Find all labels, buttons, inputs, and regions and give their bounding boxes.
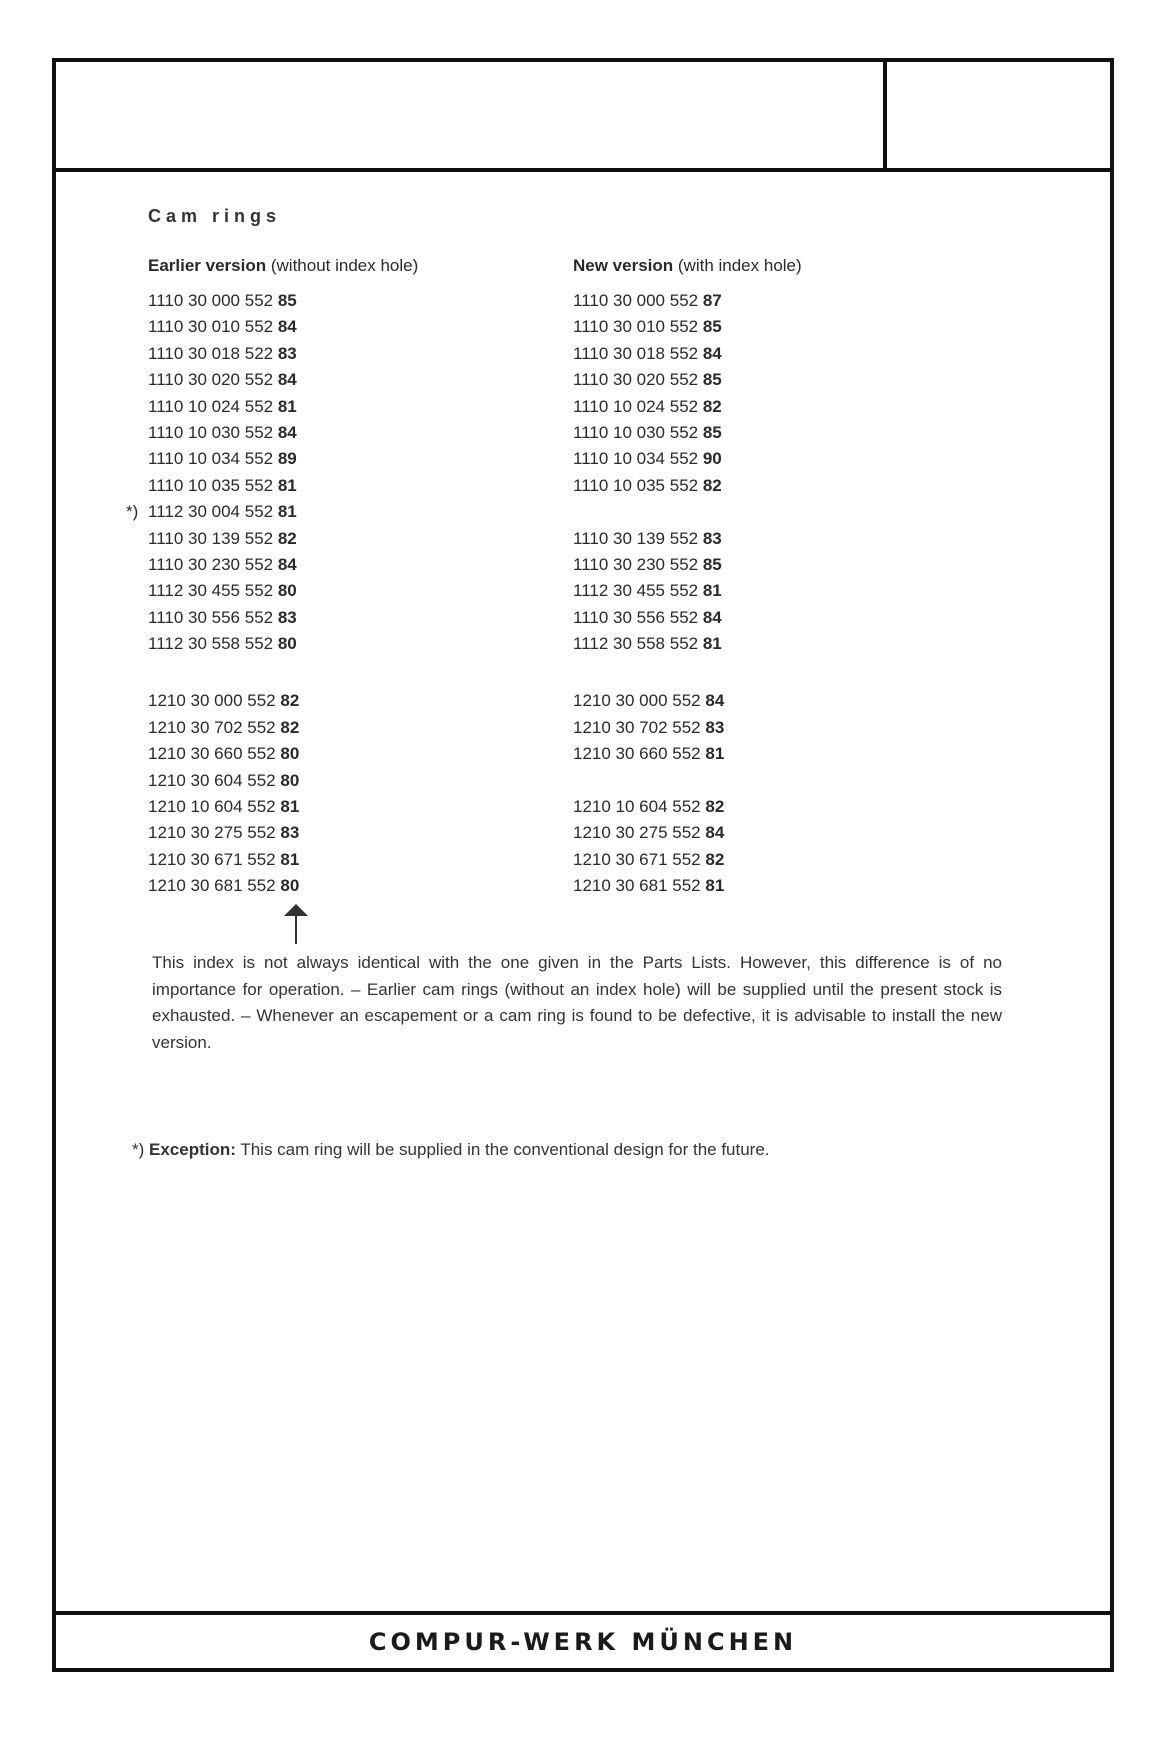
part-number-base: 1210 30 671 552 xyxy=(148,849,281,869)
earlier-version-heading-bold: Earlier version xyxy=(148,256,267,275)
part-number-index: 85 xyxy=(702,554,722,574)
exception-label: Exception: xyxy=(149,1140,236,1159)
part-number-base: 1112 30 558 552 xyxy=(148,634,278,654)
part-number-row xyxy=(148,873,418,899)
part-number-index: 82 xyxy=(280,691,300,711)
new-version-heading-bold: New version xyxy=(573,256,674,275)
earlier-version-column xyxy=(126,254,419,900)
part-number-row xyxy=(148,314,418,340)
part-number-base: 1110 30 000 552 xyxy=(148,291,278,310)
part-number-base: 1110 30 018 552 xyxy=(573,343,703,363)
group-gap xyxy=(573,657,802,688)
part-number-index: 81 xyxy=(277,502,297,522)
part-number-row xyxy=(148,578,418,604)
part-number-base: 1110 10 030 552 xyxy=(148,422,278,442)
part-number-index: 87 xyxy=(702,291,722,310)
part-number-row xyxy=(148,473,418,499)
exception-mark: *) xyxy=(132,1140,145,1159)
part-number-base: 1110 10 034 552 xyxy=(148,449,278,469)
part-number-index: 83 xyxy=(705,717,725,737)
part-number-base: 1210 10 604 552 xyxy=(573,797,706,817)
part-number-base: 1110 30 010 552 xyxy=(148,317,278,337)
part-number-row xyxy=(148,847,418,873)
part-number-index: 81 xyxy=(277,475,297,495)
part-number-base: 1210 30 275 552 xyxy=(573,823,706,843)
part-number-base: 1110 30 018 522 xyxy=(148,343,278,363)
part-number-index: 84 xyxy=(702,607,722,627)
part-number-base: 1112 30 558 552 xyxy=(573,634,703,654)
exception-note xyxy=(132,1137,1032,1163)
part-number-row xyxy=(148,394,418,420)
part-number-row xyxy=(573,552,802,578)
part-number-index: 82 xyxy=(702,396,722,416)
part-number-row xyxy=(573,873,802,899)
part-number-row xyxy=(573,420,802,446)
part-number-base: 1210 30 275 552 xyxy=(148,823,281,843)
header-box xyxy=(56,62,1110,172)
part-number-base: 1210 30 604 552 xyxy=(148,770,281,790)
part-number-row xyxy=(573,341,802,367)
part-number-row xyxy=(148,631,418,657)
part-number-base: 1210 30 000 552 xyxy=(573,691,706,711)
part-number-index: 81 xyxy=(702,634,722,654)
part-number-base: 1112 30 455 552 xyxy=(148,581,278,601)
part-number-row xyxy=(573,394,802,420)
part-number-index: 85 xyxy=(702,370,722,390)
part-number-base: 1112 30 004 552 xyxy=(148,502,278,522)
part-number-row xyxy=(573,820,802,846)
exception-text: This cam ring will be supplied in the conventional design for the future. xyxy=(235,1140,770,1159)
arrow-up-icon xyxy=(284,904,308,944)
part-number-base: 1210 30 660 552 xyxy=(573,744,706,764)
part-number-base: 1110 10 035 552 xyxy=(148,475,278,495)
part-number-base: 1110 10 024 552 xyxy=(573,396,703,416)
footnote-mark: *) xyxy=(126,502,139,522)
new-version-list xyxy=(573,288,802,900)
part-number-row xyxy=(148,688,418,714)
part-number-row xyxy=(148,552,418,578)
part-number-row xyxy=(573,288,802,314)
part-number-base: 1110 10 030 552 xyxy=(573,422,703,442)
part-number-index: 80 xyxy=(277,581,297,601)
earlier-version-heading-rest: (without index hole) xyxy=(266,256,419,275)
part-number-row xyxy=(573,794,802,820)
part-number-base: 1210 30 702 552 xyxy=(573,717,706,737)
new-version-heading-rest: (with index hole) xyxy=(673,256,802,275)
part-number-base: 1110 10 024 552 xyxy=(148,396,278,416)
part-number-base: 1110 10 035 552 xyxy=(573,475,703,495)
footer-company-name: COMPUR-WERK MÜNCHEN xyxy=(368,1627,798,1656)
part-number-row xyxy=(573,847,802,873)
part-number-row xyxy=(573,526,802,552)
part-number-index: 83 xyxy=(702,528,722,548)
part-number-index: 82 xyxy=(705,797,725,817)
header-divider xyxy=(883,62,887,168)
part-number-base: 1210 30 702 552 xyxy=(148,717,281,737)
part-number-index: 80 xyxy=(280,770,300,790)
part-number-row xyxy=(573,446,802,472)
part-number-base: 1210 10 604 552 xyxy=(148,797,281,817)
part-number-base: 1110 30 556 552 xyxy=(573,607,703,627)
part-number-index: 82 xyxy=(702,475,722,495)
part-number-index: 89 xyxy=(277,449,297,469)
part-number-row xyxy=(573,314,802,340)
part-number-row xyxy=(573,499,802,525)
part-number-index: 81 xyxy=(277,396,297,416)
part-number-base: 1110 30 556 552 xyxy=(148,607,278,627)
part-number-index: 84 xyxy=(277,370,297,390)
part-number-row xyxy=(148,715,418,741)
part-number-row xyxy=(126,499,418,525)
part-number-index: 82 xyxy=(705,849,725,869)
part-number-index: 80 xyxy=(277,634,297,654)
part-number-index: 84 xyxy=(705,823,725,843)
part-number-base: 1110 30 230 552 xyxy=(148,554,278,574)
part-number-index: 85 xyxy=(702,317,722,337)
part-number-base: 1210 30 660 552 xyxy=(148,744,281,764)
part-number-row xyxy=(573,715,802,741)
part-number-index: 90 xyxy=(702,449,722,469)
part-number-base: 1110 30 020 552 xyxy=(148,370,278,390)
part-number-index: 84 xyxy=(702,343,722,363)
part-number-index: 81 xyxy=(705,876,725,896)
part-number-base: 1210 30 681 552 xyxy=(573,876,706,896)
part-number-base: 1110 10 034 552 xyxy=(573,449,703,469)
part-number-index: 84 xyxy=(705,691,725,711)
earlier-version-heading xyxy=(148,254,418,284)
part-number-row xyxy=(573,473,802,499)
part-number-index: 80 xyxy=(280,876,300,896)
part-number-index: 85 xyxy=(702,422,722,442)
part-number-row xyxy=(573,741,802,767)
part-number-index: 81 xyxy=(280,849,300,869)
part-number-row xyxy=(148,341,418,367)
part-number-row xyxy=(573,631,802,657)
group-gap xyxy=(148,657,418,688)
part-number-index: 83 xyxy=(277,343,297,363)
part-number-row xyxy=(573,578,802,604)
part-number-row xyxy=(148,768,418,794)
part-number-index: 82 xyxy=(277,528,297,548)
part-number-base: 1110 30 010 552 xyxy=(573,317,703,337)
part-number-index: 81 xyxy=(702,581,722,601)
part-number-index: 81 xyxy=(705,744,725,764)
part-number-index: 84 xyxy=(277,422,297,442)
part-number-index: 80 xyxy=(280,744,300,764)
index-note: This index is not always identical with the one given in the Parts Lists. However, this difference is of no importance for operation. – Earlier cam rings (without an index hole) will be supplied until the present stock is exhausted. – Whenever an escapement or a cam ring is found to be defective, it is advisable to install the new version. xyxy=(152,953,1002,1052)
part-number-index: 84 xyxy=(277,317,297,337)
part-number-base: 1110 30 020 552 xyxy=(573,370,703,390)
part-number-index: 83 xyxy=(277,607,297,627)
part-number-row xyxy=(148,605,418,631)
part-number-index: 82 xyxy=(280,717,300,737)
part-number-row xyxy=(148,446,418,472)
part-number-row xyxy=(148,526,418,552)
part-number-row xyxy=(148,420,418,446)
part-number-base: 1110 30 139 552 xyxy=(148,528,278,548)
part-number-index: 81 xyxy=(280,797,300,817)
part-number-row xyxy=(573,367,802,393)
part-number-base: 1210 30 671 552 xyxy=(573,849,706,869)
earlier-version-list xyxy=(126,288,418,900)
part-number-base: 1210 30 681 552 xyxy=(148,876,281,896)
part-number-index: 84 xyxy=(277,554,297,574)
part-number-base: 1110 30 230 552 xyxy=(573,554,703,574)
part-number-base: 1110 30 000 552 xyxy=(573,291,703,310)
part-number-base: 1110 30 139 552 xyxy=(573,528,703,548)
part-number-base: 1210 30 000 552 xyxy=(148,691,281,711)
part-number-row xyxy=(573,768,802,794)
footer-box xyxy=(56,1611,1110,1668)
part-number-index: 85 xyxy=(277,291,297,310)
part-number-row xyxy=(573,688,802,714)
part-number-row xyxy=(148,288,418,314)
part-number-row xyxy=(148,741,418,767)
section-title: Cam rings xyxy=(148,206,282,226)
part-number-row xyxy=(148,367,418,393)
new-version-column xyxy=(573,254,802,900)
part-number-row xyxy=(148,820,418,846)
part-number-row xyxy=(573,605,802,631)
part-number-base: 1112 30 455 552 xyxy=(573,581,703,601)
new-version-heading xyxy=(573,254,802,284)
part-number-row xyxy=(148,794,418,820)
part-number-index: 83 xyxy=(280,823,300,843)
